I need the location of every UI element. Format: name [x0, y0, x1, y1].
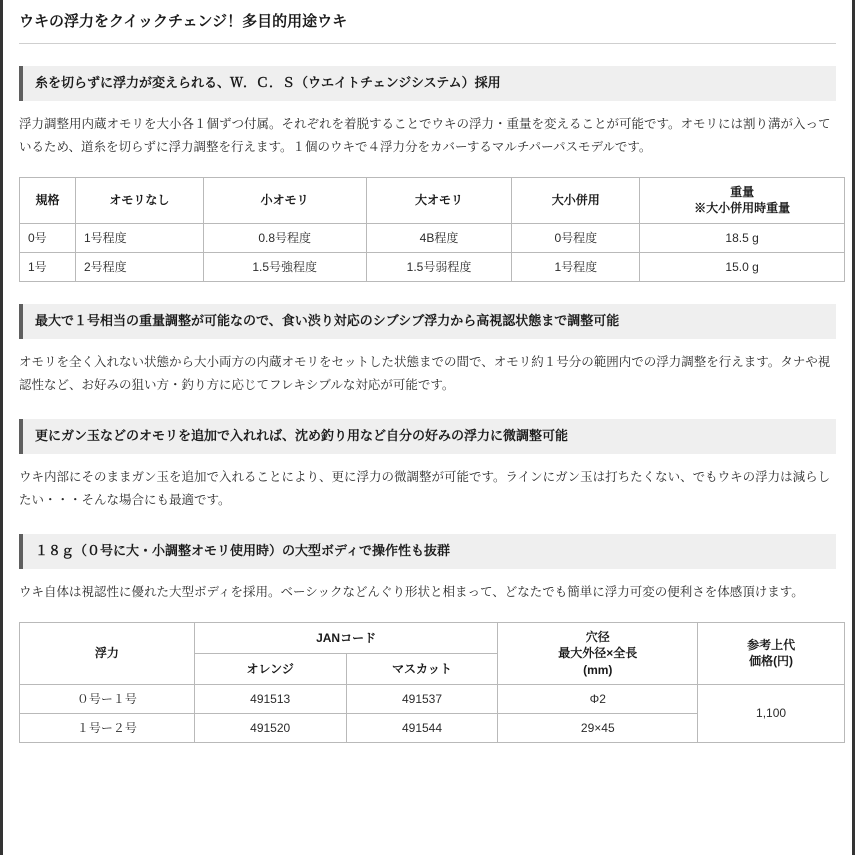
jan-cell-dimensions: 29×45 [498, 713, 698, 742]
spec-header-large: 大オモリ [366, 178, 512, 223]
jan-cell-orange: 491520 [194, 713, 346, 742]
section-body-4: ウキ自体は視認性に優れた大型ボディを採用。ベーシックなどんぐり形状と相まって、どなたでも簡単に浮力可変の便利さを体感頂けます。 [19, 585, 804, 600]
spec-cell-none: 1号程度 [75, 223, 203, 252]
spec-cell-none: 2号程度 [75, 252, 203, 281]
spec-cell-weight: 18.5 g [640, 223, 845, 252]
jan-header-price-line1: 参考上代 [747, 638, 796, 653]
section-heading-4: １８ｇ（０号に大・小調整オモリ使用時）の大型ボディで操作性も抜群 [19, 534, 836, 569]
jan-cell-price: 1,100 [698, 684, 845, 742]
table-row [20, 223, 845, 252]
section-body-1: 浮力調整用内蔵オモリを大小各１個ずつ付属。それぞれを着脱することでウキの浮力・重量を変えることが可能です。オモリには割り溝が入っているため、道糸を切らずに浮力調整を行えます。１個のウキで４浮力分をカバーするマルチパーパスモデルです。 [19, 116, 831, 155]
table-header-row [20, 623, 845, 654]
jan-cell-dimensions: Φ2 [498, 684, 698, 713]
spec-header-weight-main: 重量 [730, 185, 755, 200]
spec-cell-large: 1.5号弱程度 [366, 252, 512, 281]
table-row [20, 684, 845, 713]
jan-header-jancode: JANコード [194, 623, 498, 654]
jan-cell-muscat: 491544 [346, 713, 498, 742]
jan-header-dimensions-line1: 穴径 [585, 630, 610, 645]
table-row [20, 252, 845, 281]
spec-header-weight [640, 178, 845, 223]
jan-cell-buoyancy: １号ー２号 [20, 713, 195, 742]
jan-header-dimensions-line3: (mm) [583, 662, 613, 677]
spec-cell-both: 1号程度 [512, 252, 640, 281]
jan-code-table [19, 622, 845, 743]
jan-header-price [698, 623, 845, 685]
page-title: ウキの浮力をクイックチェンジ！多目的用途ウキ [19, 13, 348, 30]
jan-header-buoyancy: 浮力 [20, 623, 195, 685]
jan-header-dimensions [498, 623, 698, 685]
spec-header-small: 小オモリ [203, 178, 366, 223]
spec-cell-small: 1.5号強程度 [203, 252, 366, 281]
jan-cell-buoyancy: ０号ー１号 [20, 684, 195, 713]
section-body-2: オモリを全く入れない状態から大小両方の内蔵オモリをセットした状態までの間で、オモリ約１号分の範囲内での浮力調整を行えます。タナや視認性など、お好みの狙い方・釣り方に応じてフレキシブルな対応が可能です。 [19, 354, 831, 392]
table-header-row [20, 178, 845, 223]
jan-cell-orange: 491513 [194, 684, 346, 713]
jan-header-price-line2: 価格(円) [749, 654, 794, 669]
document-content [3, 0, 852, 743]
spec-header-both: 大小併用 [512, 178, 640, 223]
spec-cell-size: 1号 [20, 252, 76, 281]
jan-cell-muscat: 491537 [346, 684, 498, 713]
jan-subheader-orange: オレンジ [194, 653, 346, 684]
spec-table [19, 177, 845, 282]
spec-cell-small: 0.8号程度 [203, 223, 366, 252]
spec-cell-large: 4B程度 [366, 223, 512, 252]
spec-cell-weight: 15.0 g [640, 252, 845, 281]
jan-header-dimensions-line2: 最大外径×全長 [558, 646, 638, 661]
spec-header-weight-note: ※大小併用時重量 [694, 201, 791, 216]
section-heading-2: 最大で１号相当の重量調整が可能なので、食い渋り対応のシブシブ浮力から高視認状態まで調整可能 [19, 304, 836, 339]
spec-header-size: 規格 [20, 178, 76, 223]
section-heading-1: 糸を切らずに浮力が変えられる、Ｗ．Ｃ．Ｓ（ウエイトチェンジシステム）採用 [19, 66, 836, 101]
spec-header-none: オモリなし [75, 178, 203, 223]
spec-cell-both: 0号程度 [512, 223, 640, 252]
jan-subheader-muscat: マスカット [346, 653, 498, 684]
section-body-3: ウキ内部にそのままガン玉を追加で入れることにより、更に浮力の微調整が可能です。ラインにガン玉は打ちたくない、でもウキの浮力は減らしたい・・・そんな場合にも最適です。 [19, 469, 831, 508]
title-divider [19, 43, 836, 44]
spec-cell-size: 0号 [20, 223, 76, 252]
section-heading-3: 更にガン玉などのオモリを追加で入れれば、沈め釣り用など自分の好みの浮力に微調整可能 [19, 419, 836, 454]
